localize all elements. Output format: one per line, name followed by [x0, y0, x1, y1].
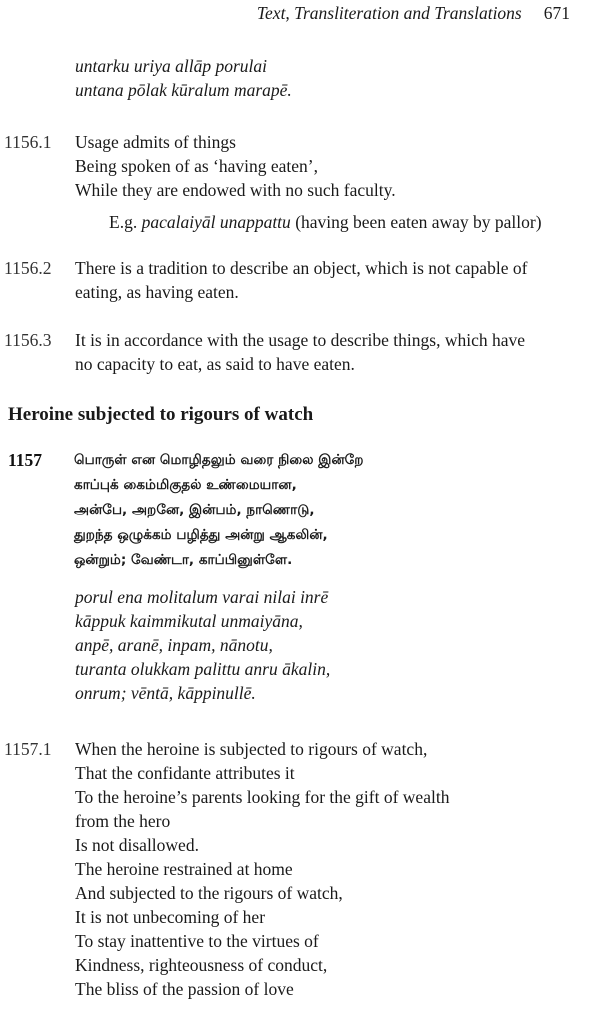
translit-line: untarku uriya allāp porulai	[75, 56, 268, 76]
example-label: E.g.	[109, 212, 138, 232]
running-header	[257, 3, 570, 24]
translit-line: anpē, aranē, inpam, nānotu,	[75, 635, 273, 655]
translation-line: Kindness, righteousness of conduct,	[75, 955, 328, 975]
translation-line: It is not unbecoming of her	[75, 907, 266, 927]
translation-line: That the confidante attributes it	[75, 763, 295, 783]
verse-transliteration	[75, 585, 330, 705]
verse-number: 1157	[8, 450, 43, 470]
translation-line: And subjected to the rigours of watch,	[75, 883, 343, 903]
example-line	[109, 210, 542, 234]
section-1156-3	[75, 328, 525, 376]
translit-line: turanta olukkam palittu anru ākalin,	[75, 659, 331, 679]
section-number: 1156.1	[4, 132, 52, 152]
section-1156-2	[75, 256, 527, 304]
example-term: pacalaiyāl unappattu	[141, 212, 291, 232]
page-number: 671	[543, 3, 570, 23]
top-transliteration	[75, 54, 292, 102]
tamil-line: ஒன்றும்; வேண்டா, காப்பினுள்ளே.	[74, 552, 293, 568]
section-number: 1157.1	[4, 739, 52, 759]
section-number: 1156.2	[4, 258, 52, 278]
section-1157-1	[75, 737, 449, 1001]
translation-line: It is in accordance with the usage to describe things, which have	[75, 330, 525, 350]
translation-line: To the heroine’s parents looking for the gift of wealth	[75, 787, 450, 807]
translit-line: porul ena molitalum varai nilai inrē	[75, 587, 329, 607]
translation-line: While they are endowed with no such faculty.	[75, 180, 396, 200]
example-gloss: (having been eaten away by pallor)	[295, 212, 542, 232]
section-number: 1156.3	[4, 330, 52, 350]
translation-line: There is a tradition to describe an object, which is not capable of	[75, 258, 528, 278]
translation-line: Being spoken of as ‘having eaten’,	[75, 156, 318, 176]
translation-line: Usage admits of things	[75, 132, 236, 152]
running-title: Text, Transliteration and Translations	[256, 3, 522, 23]
section-heading: Heroine subjected to rigours of watch	[8, 404, 314, 425]
tamil-line: துறந்த ஒழுக்கம் பழித்து அன்று ஆகலின்,	[74, 527, 328, 543]
translit-line: kāppuk kaimmikutal unmaiyāna,	[75, 611, 303, 631]
translit-line: untana pōlak kūralum marapē.	[75, 80, 292, 100]
translation-line: from the hero	[75, 811, 171, 831]
tamil-line: காப்புக் கைம்மிகுதல் உண்மையான,	[74, 477, 297, 493]
translation-line: The bliss of the passion of love	[75, 979, 294, 999]
translation-line: eating, as having eaten.	[75, 282, 239, 302]
section-1156-1	[75, 130, 396, 202]
translation-line: When the heroine is subjected to rigours of watch,	[75, 739, 428, 759]
translit-line: onrum; vēntā, kāppinullē.	[75, 683, 256, 703]
translation-line: To stay inattentive to the virtues of	[75, 931, 319, 951]
translation-line: Is not disallowed.	[75, 835, 199, 855]
tamil-line: அன்பே, அறனே, இன்பம், நாணொடு,	[74, 502, 315, 518]
tamil-line: பொருள் என மொழிதலும் வரை நிலை இன்றே	[74, 452, 364, 468]
translation-line: no capacity to eat, as said to have eaten.	[75, 354, 355, 374]
tamil-verse	[74, 448, 364, 573]
translation-line: The heroine restrained at home	[75, 859, 293, 879]
